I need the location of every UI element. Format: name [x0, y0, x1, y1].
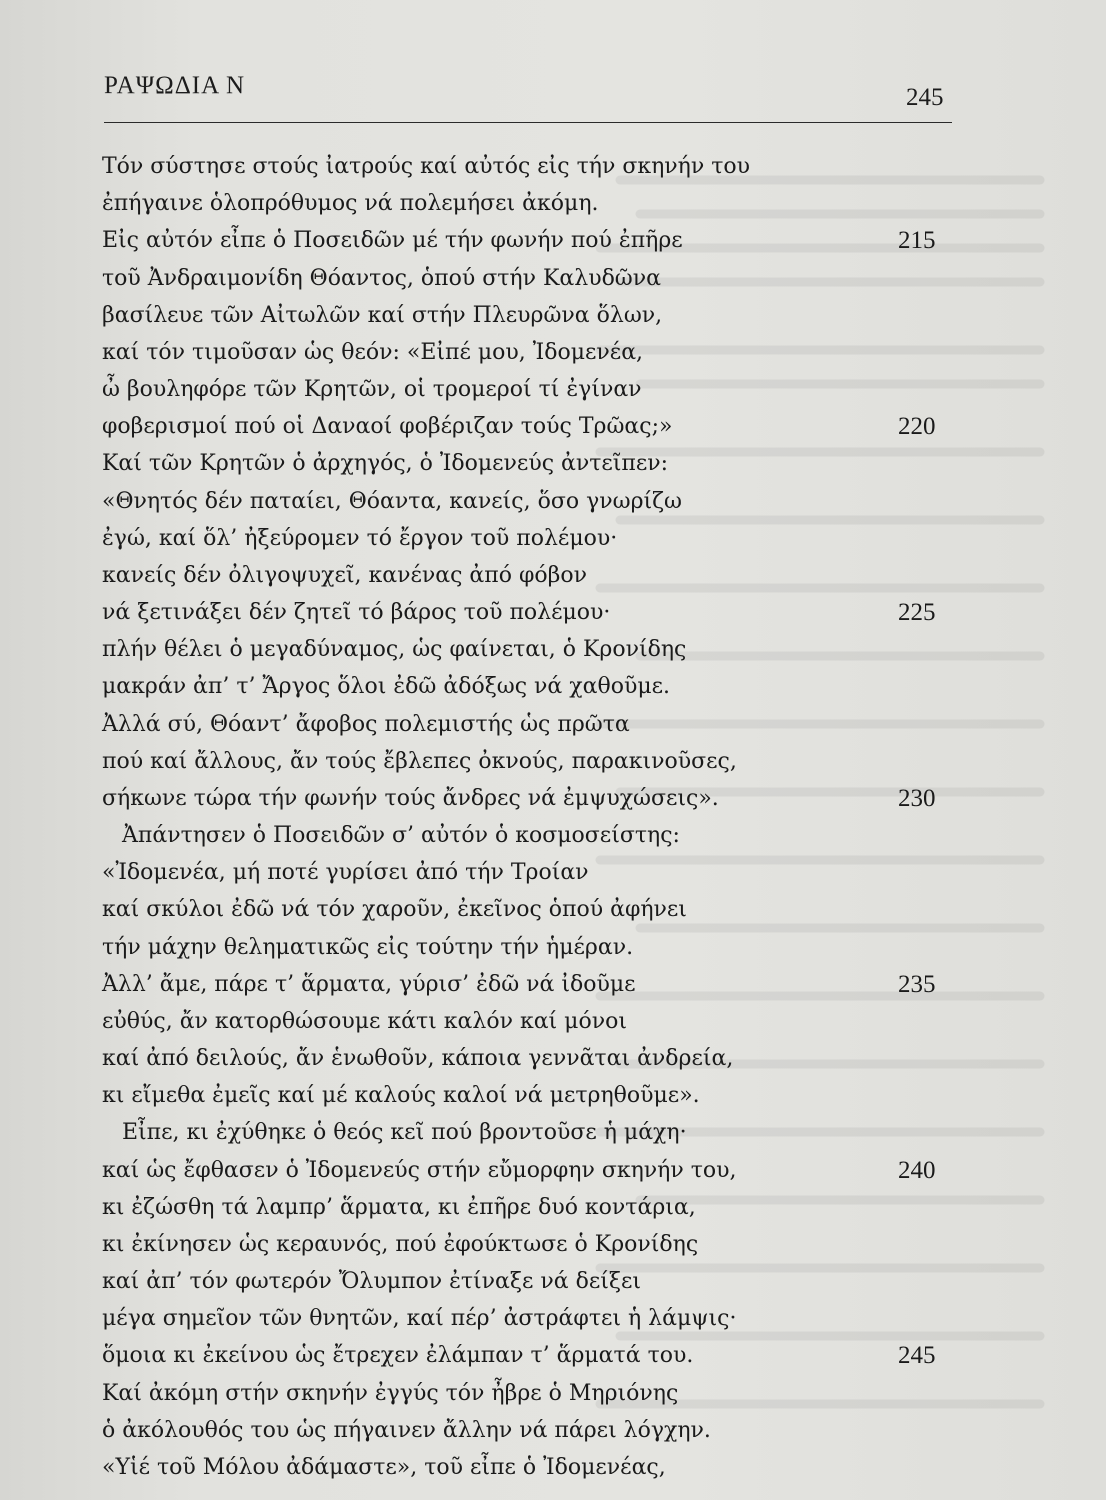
running-head: ΡΑΨΩΔΙΑ Ν: [104, 72, 246, 99]
line-number: 240: [898, 1157, 936, 1184]
verse-line: [0, 964, 1106, 1006]
verse-line: [0, 927, 1106, 969]
verse-line: [0, 704, 1106, 746]
verse-text: Ἀλλά σύ, Θόαντ’ ἄφοβος πολεμιστής ὡς πρῶτα: [102, 712, 630, 737]
verse-line: [0, 1261, 1106, 1303]
line-number: 245: [898, 1342, 936, 1369]
verse-line: [0, 1075, 1106, 1117]
verse-text: καί ἀπ’ τόν φωτερόν Ὄλυμπον ἐτίναξε νά δείξει: [102, 1269, 642, 1294]
verse-line: [0, 1373, 1106, 1415]
verse-text: μέγα σημεῖον τῶν θνητῶν, καί πέρ’ ἀστράφτει ἡ λάμψις·: [102, 1306, 737, 1331]
verse-line: [0, 1447, 1106, 1489]
verse-text: Καί τῶν Κρητῶν ὁ ἀρχηγός, ὁ Ἰδομενεύς ἀντεῖπεν:: [102, 451, 669, 476]
verse-line: [0, 592, 1106, 634]
verse-text: κι ἐκίνησεν ὡς κεραυνός, πού ἐφούκτωσε ὁ Κρονίδης: [102, 1232, 699, 1257]
verse-text: τοῦ Ἀνδραιμονίδη Θόαντος, ὁπού στήν Καλυδῶνα: [102, 266, 661, 291]
verse-line: [0, 741, 1106, 783]
verse-line: [0, 1150, 1106, 1192]
verse-line: [0, 481, 1106, 523]
verse-line: [0, 332, 1106, 374]
verse-line: [0, 1001, 1106, 1043]
verse-text: Καί ἀκόμη στήν σκηνήν ἐγγύς τόν ἦβρε ὁ Μηριόνης: [102, 1381, 679, 1406]
verse-text: φοβερισμοί πού οἱ Δαναοί φοβέριζαν τούς Τρῶας;»: [102, 414, 673, 439]
verse-text: μακράν ἀπ’ τ’ Ἄργος ὅλοι ἐδῶ ἀδόξως νά χαθοῦμε.: [102, 674, 671, 699]
verse-text: Ἀπάντησεν ὁ Ποσειδῶν σ’ αὐτόν ὁ κοσμοσείστης:: [122, 823, 680, 848]
verse-text: ὦ βουληφόρε τῶν Κρητῶν, οἱ τρομεροί τί ἐγίναν: [102, 377, 642, 402]
verse-text: ὅμοια κι ἐκείνου ὡς ἔτρεχεν ἐλάμπαν τ’ ἅρματά του.: [102, 1343, 694, 1368]
verse-line: [0, 443, 1106, 485]
line-number: 230: [898, 785, 936, 812]
verse-text: «Υἱέ τοῦ Μόλου ἀδάμαστε», τοῦ εἶπε ὁ Ἰδομενέας,: [102, 1455, 666, 1480]
verse-line: [0, 183, 1106, 225]
verse-line: [0, 1298, 1106, 1340]
verse-line: [0, 146, 1106, 188]
header-rule: [104, 122, 952, 123]
verse-line: [0, 815, 1106, 857]
line-number: 225: [898, 599, 936, 626]
verse-text: κι εἴμεθα ἐμεῖς καί μέ καλούς καλοί νά μετρηθοῦμε».: [102, 1083, 700, 1108]
line-number: 235: [898, 971, 936, 998]
verse-line: [0, 369, 1106, 411]
verse-text: τήν μάχην θεληματικῶς εἰς τούτην τήν ἡμέραν.: [102, 935, 634, 960]
verse-line: [0, 406, 1106, 448]
verse-text: καί σκύλοι ἐδῶ νά τόν χαροῦν, ἐκεῖνος ὁπού ἀφήνει: [102, 897, 687, 922]
verse-text: καί ἀπό δειλούς, ἄν ἑνωθοῦν, κάποια γεννᾶται ἀνδρεία,: [102, 1046, 734, 1071]
verse-text: Ἀλλ’ ἄμε, πάρε τ’ ἅρματα, γύρισ’ ἐδῶ νά ἰδοῦμε: [102, 972, 636, 997]
verse-text: πλήν θέλει ὁ μεγαδύναμος, ὡς φαίνεται, ὁ Κρονίδης: [102, 637, 687, 662]
verse-line: [0, 1038, 1106, 1080]
verse-line: [0, 1112, 1106, 1154]
line-number: 215: [898, 227, 936, 254]
verse-line: [0, 518, 1106, 560]
verse-text: σήκωνε τώρα τήν φωνήν τούς ἄνδρες νά ἐμψυχώσεις».: [102, 786, 719, 811]
verse-line: [0, 629, 1106, 671]
verse-line: [0, 220, 1106, 262]
verse-text: κανείς δέν ὀλιγοψυχεῖ, κανένας ἀπό φόβον: [102, 563, 587, 588]
verse-line: [0, 889, 1106, 931]
verse-line: [0, 852, 1106, 894]
verse-line: [0, 1224, 1106, 1266]
verse-text: ἐγώ, καί ὅλ’ ἠξεύρομεν τό ἔργον τοῦ πολέμου·: [102, 526, 618, 551]
verse-line: [0, 1335, 1106, 1377]
verse-text: εὐθύς, ἄν κατορθώσουμε κάτι καλόν καί μόνοι: [102, 1009, 627, 1034]
verse-line: [0, 258, 1106, 300]
verse-line: [0, 1187, 1106, 1229]
verse-text: καί ὡς ἔφθασεν ὁ Ἰδομενεύς στήν εὔμορφην σκηνήν του,: [102, 1158, 737, 1183]
verse-line: [0, 666, 1106, 708]
verse-text: νά ξετινάξει δέν ζητεῖ τό βάρος τοῦ πολέμου·: [102, 600, 611, 625]
verse-text: Εἰς αὐτόν εἶπε ὁ Ποσειδῶν μέ τήν φωνήν πού ἐπῆρε: [102, 228, 683, 253]
verse-text: «Θνητός δέν παταίει, Θόαντα, κανείς, ὅσο γνωρίζω: [102, 489, 682, 514]
verse-text: πού καί ἄλλους, ἄν τούς ἔβλεπες ὀκνούς, παρακινοῦσες,: [102, 749, 737, 774]
verse-text: Εἶπε, κι ἐχύθηκε ὁ θεός κεῖ πού βροντοῦσε ἡ μάχη·: [122, 1120, 687, 1145]
verse-text: Τόν σύστησε στούς ἰατρούς καί αὐτός εἰς τήν σκηνήν του: [102, 154, 751, 179]
page-number: 245: [906, 84, 944, 111]
line-number: 220: [898, 413, 936, 440]
verse-line: [0, 778, 1106, 820]
verse-text: «Ἰδομενέα, μή ποτέ γυρίσει ἀπό τήν Τροίαν: [102, 860, 589, 885]
verse-text: ἐπήγαινε ὁλοπρόθυμος νά πολεμήσει ἀκόμη.: [102, 191, 599, 216]
verse-line: [0, 555, 1106, 597]
verse-text: καί τόν τιμοῦσαν ὡς θεόν: «Εἰπέ μου, Ἰδομενέα,: [102, 340, 644, 365]
verse-line: [0, 1410, 1106, 1452]
verse-text: κι ἐζώσθη τά λαμπρ’ ἅρματα, κι ἐπῆρε δυό κοντάρια,: [102, 1195, 696, 1220]
verse-text: ὁ ἀκόλουθός του ὡς πήγαινεν ἄλλην νά πάρει λόγχην.: [102, 1418, 711, 1443]
verse-text: βασίλευε τῶν Αἰτωλῶν καί στήν Πλευρῶνα ὅλων,: [102, 303, 663, 328]
verse-line: [0, 295, 1106, 337]
